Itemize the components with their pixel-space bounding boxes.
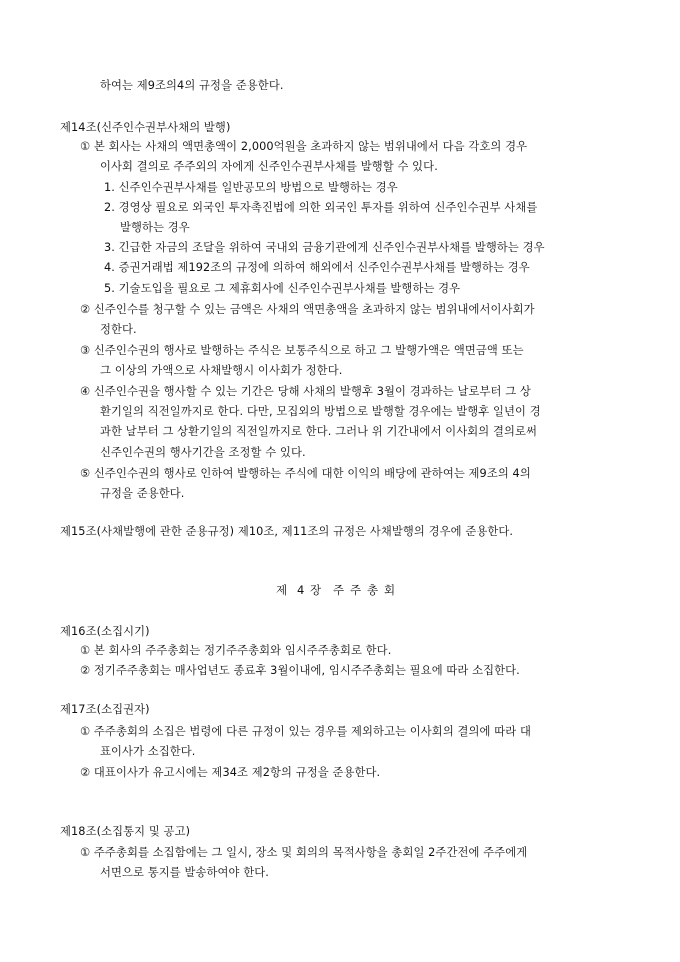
- chapter-heading-char: 제: [276, 583, 288, 597]
- list-item: 5. 기술도입을 필요로 그 제휴회사에 신주인수권부사채를 발행하는 경우: [104, 282, 461, 295]
- chapter-heading-char: 주: [350, 583, 362, 597]
- article-17-heading: 제17조(소집권자): [60, 703, 150, 716]
- text-line: ① 본 회사는 사채의 액면총액이 2,000억원을 초과하지 않는 범위내에서 다음 각호의 경우: [80, 140, 528, 153]
- list-item: 1. 신주인수권부사채를 일반공모의 방법으로 발행하는 경우: [104, 181, 398, 194]
- text-line: 표이사가 소집한다.: [100, 745, 196, 758]
- text-line: ① 주주총회를 소집함에는 그 일시, 장소 및 회의의 목적사항을 총회일 2주간전에 주주에게: [80, 846, 528, 859]
- text-line: 이사회 결의로 주주외의 자에게 신주인수권부사채를 발행할 수 있다.: [100, 160, 438, 173]
- chapter-heading-char: 주: [333, 583, 345, 597]
- article-14-heading: 제14조(신주인수권부사채의 발행): [60, 121, 231, 134]
- article-16-heading: 제16조(소집시기): [60, 625, 150, 638]
- text-line: ② 대표이사가 유고시에는 제34조 제2항의 규정을 준용한다.: [80, 766, 381, 779]
- text-line: ③ 신주인수권의 행사로 발행하는 주식은 보통주식으로 하고 그 발행가액은 액면금액 또는: [80, 344, 524, 357]
- text-line: ② 신주인수를 청구할 수 있는 금액은 사채의 액면총액을 초과하지 않는 범위내에서이사회가: [80, 303, 535, 316]
- text-line: ① 본 회사의 주주총회는 정기주주총회와 임시주주총회로 한다.: [80, 644, 392, 657]
- list-item: 3. 긴급한 자금의 조달을 위하여 국내외 금융기관에게 신주인수권부사채를 발행하는 경우: [104, 241, 545, 254]
- text-line: ⑤ 신주인수권의 행사로 인하여 발행하는 주식에 대한 이익의 배당에 관하여는 제9조의 4의: [80, 467, 531, 480]
- text-line: 그 이상의 가액으로 사채발행시 이사회가 정한다.: [100, 364, 343, 377]
- text-line: 규정을 준용한다.: [100, 487, 185, 500]
- text-line: ① 주주총회의 소집은 법령에 다른 규정이 있는 경우를 제외하고는 이사회의 결의에 따라 대: [80, 725, 531, 738]
- text-line: ④ 신주인수권을 행사할 수 있는 기간은 당해 사채의 발행후 3월이 경과하는 날로부터 그 상: [80, 385, 531, 398]
- list-item: 2. 경영상 필요로 외국인 투자촉진법에 의한 외국인 투자를 위하여 신주인수권부 사채를: [104, 201, 538, 214]
- chapter-heading-char: 장: [310, 583, 322, 597]
- text-line: 신주인수권의 행사기간을 조정할 수 있다.: [100, 446, 306, 459]
- text-line: 발행하는 경우: [120, 221, 190, 234]
- list-item: 4. 증권거래법 제192조의 규정에 의하여 해외에서 신주인수권부사채를 발행하는 경우: [104, 261, 530, 274]
- text-line: 과한 날부터 그 상환기일의 직전일까지로 한다. 그러나 위 기간내에서 이사회의 결의로써: [100, 425, 538, 438]
- text-line: ② 정기주주총회는 매사업년도 종료후 3월이내에, 임시주주총회는 필요에 따라 소집한다.: [80, 664, 520, 677]
- article-18-heading: 제18조(소집통지 및 공고): [60, 825, 191, 838]
- chapter-heading-char: 회: [384, 583, 396, 597]
- text-line: 서면으로 통지를 발송하여야 한다.: [100, 866, 269, 879]
- text-line: 환기일의 직전일까지로 한다. 다만, 모집외의 방법으로 발행할 경우에는 발행후 일년이 경: [100, 405, 541, 418]
- text-line: 하여는 제9조의4의 규정을 준용한다.: [100, 79, 284, 92]
- chapter-heading-char: 4: [297, 583, 305, 597]
- chapter-heading-char: 총: [367, 583, 379, 597]
- article-15-heading: 제15조(사채발행에 관한 준용규정) 제10조, 제11조의 규정은 사채발행의 경우에 준용한다.: [60, 525, 514, 538]
- text-line: 정한다.: [100, 323, 137, 336]
